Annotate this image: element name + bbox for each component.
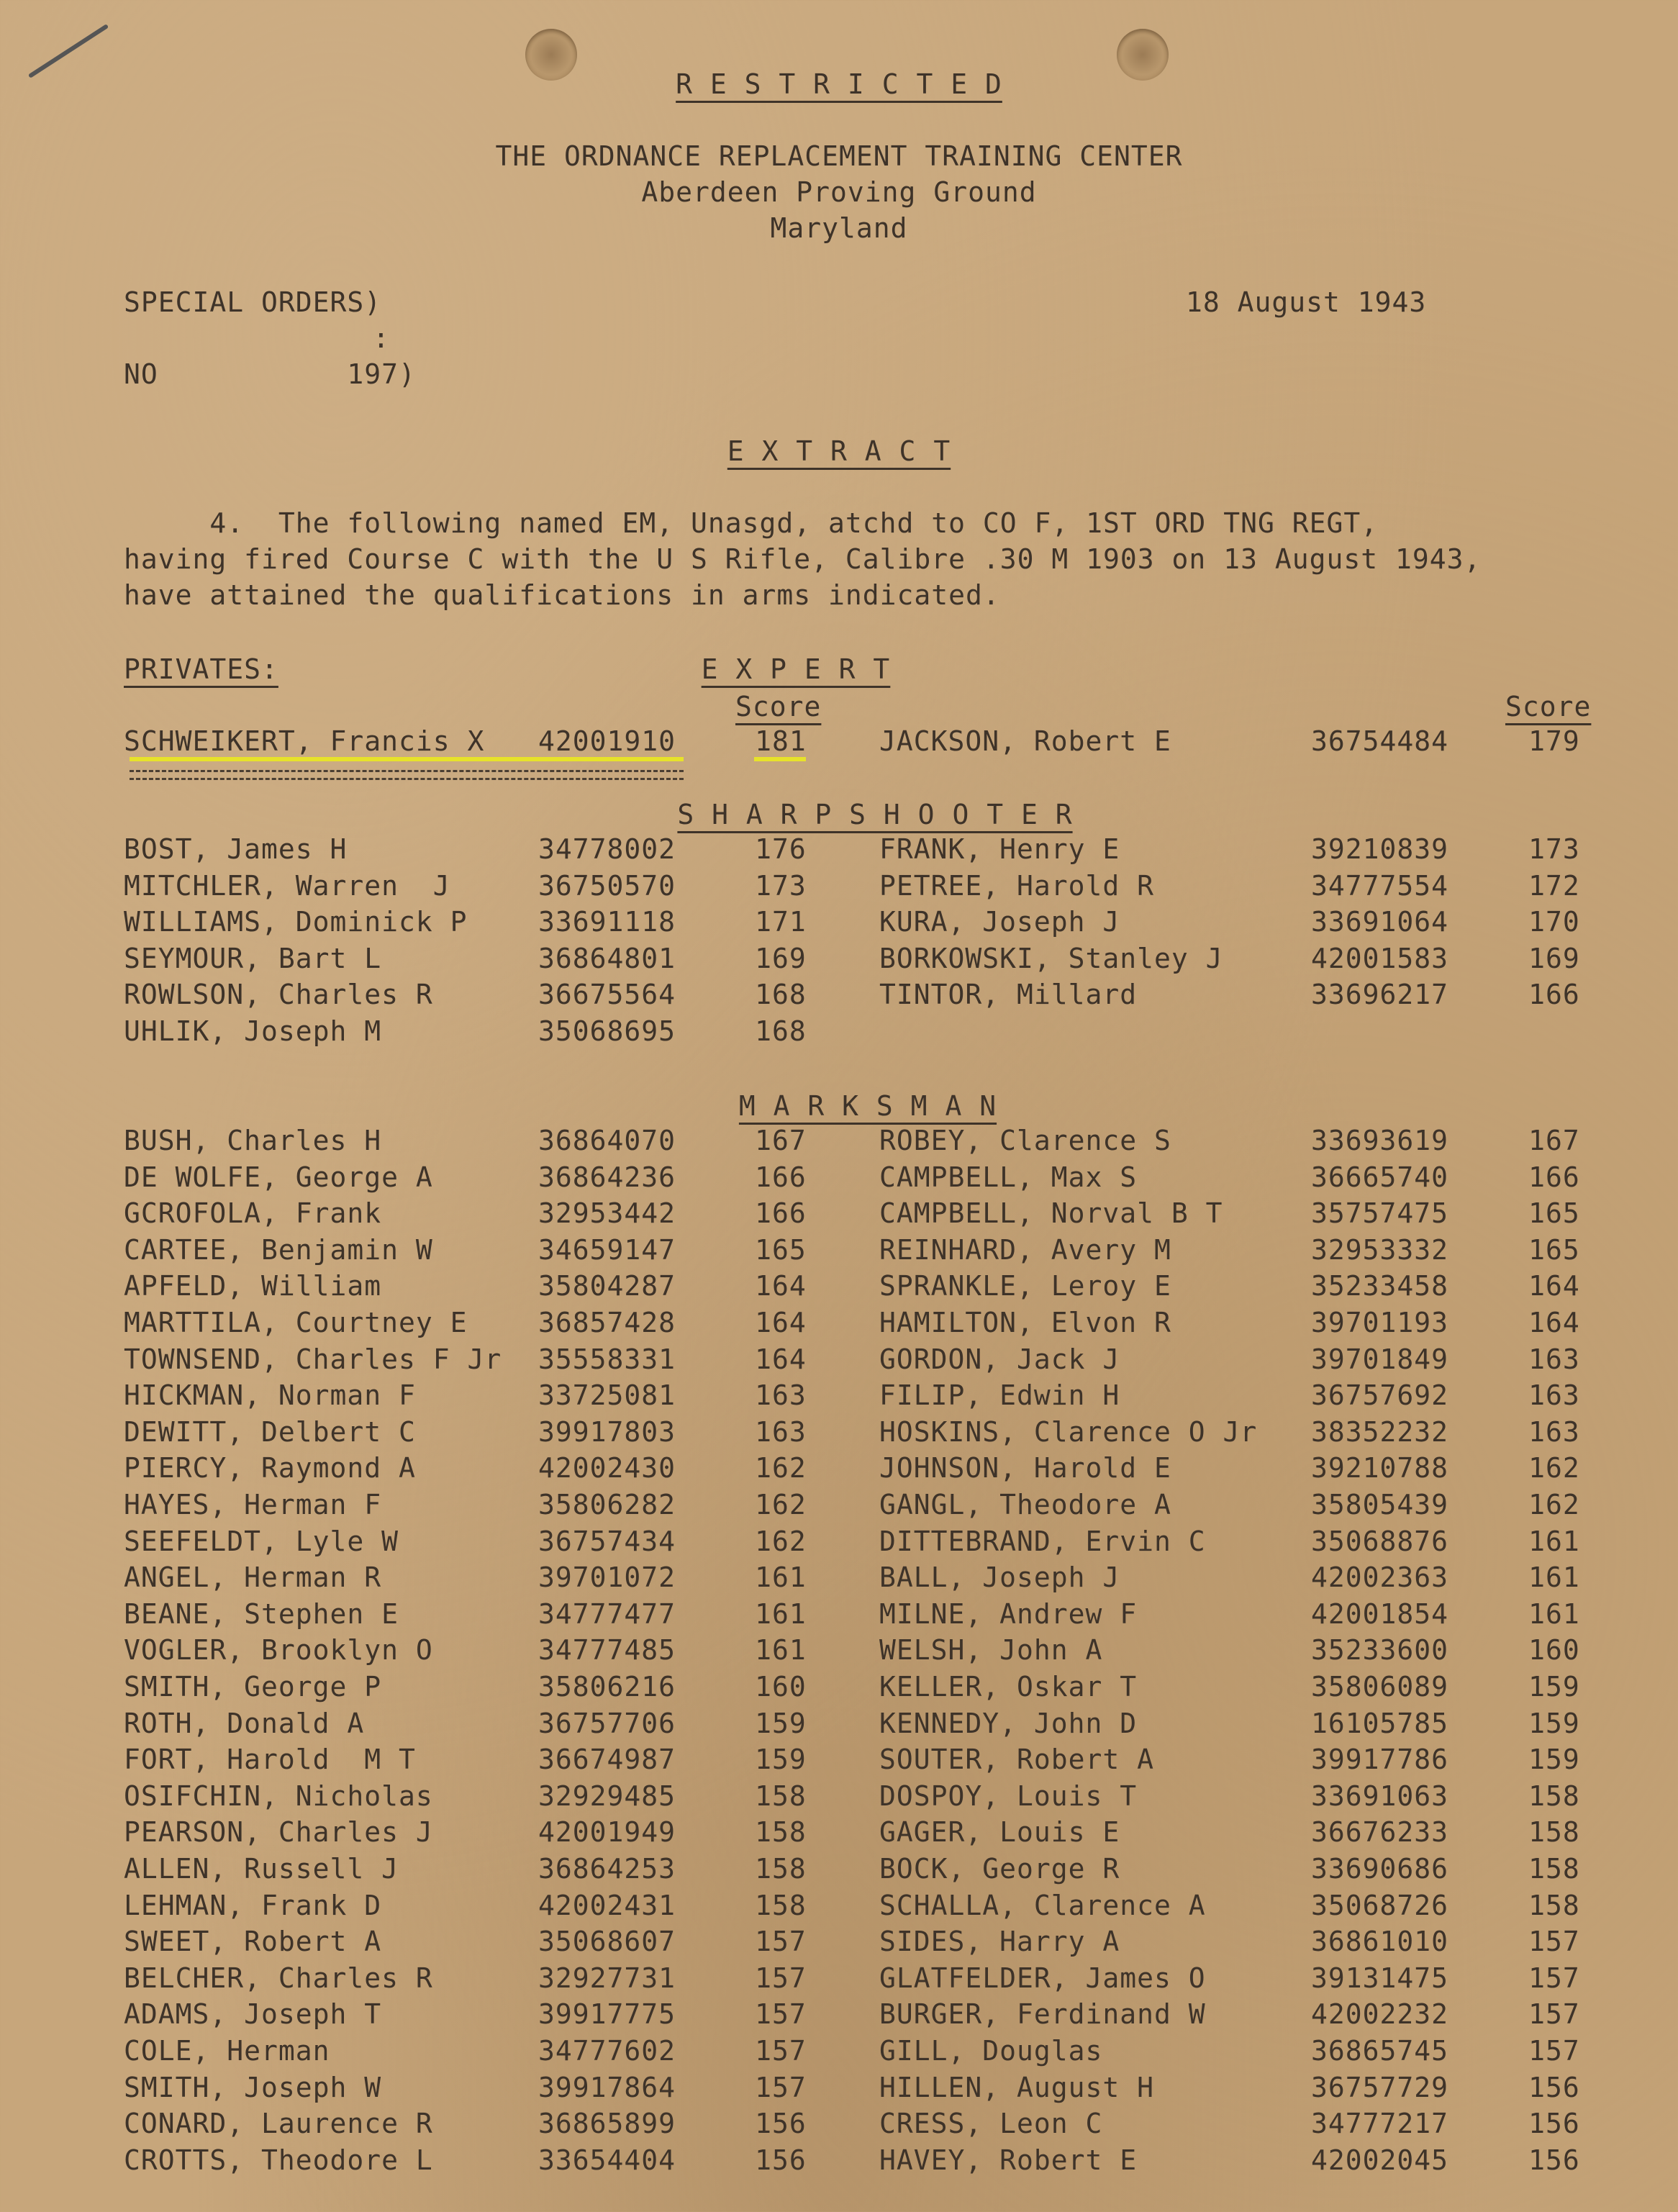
name-right: KURA, Joseph J xyxy=(879,906,1120,938)
score-right: 156 xyxy=(1528,2071,1580,2103)
name-left: ALLEN, Russell J xyxy=(124,1853,399,1885)
name-left: BELCHER, Charles R xyxy=(124,1962,433,1994)
table-row xyxy=(0,1816,1678,1852)
score-header-right: Score xyxy=(1505,691,1592,722)
name-left: MARTTILA, Courtney E xyxy=(124,1307,468,1338)
name-right: JOHNSON, Harold E xyxy=(879,1452,1171,1485)
score-left: 159 xyxy=(755,1707,807,1739)
name-right: SIDES, Harry A xyxy=(879,1926,1120,1958)
name-left: FORT, Harold M T xyxy=(124,1744,416,1776)
name-left: SMITH, Joseph W xyxy=(124,2071,382,2103)
table-row xyxy=(0,1634,1678,1670)
name-left: MITCHLER, Warren J xyxy=(124,869,450,902)
score-right: 159 xyxy=(1528,1707,1580,1739)
serial-right: 35806089 xyxy=(1311,1671,1449,1703)
serial-right: 35068876 xyxy=(1311,1525,1449,1557)
name-right: GORDON, Jack J xyxy=(879,1343,1120,1375)
score-right: 179 xyxy=(1528,725,1580,757)
score-right: 159 xyxy=(1528,1744,1580,1776)
name-left: COLE, Herman xyxy=(124,2035,330,2067)
score-right: 162 xyxy=(1528,1452,1580,1485)
org-location: Aberdeen Proving Ground xyxy=(641,176,1037,208)
score-left: 157 xyxy=(755,1998,807,2031)
name-right: BOCK, George R xyxy=(879,1853,1120,1885)
special-orders-label: SPECIAL ORDERS) xyxy=(124,286,382,318)
score-right: 169 xyxy=(1528,942,1580,974)
serial-left: 42002431 xyxy=(538,1889,676,1921)
table-row xyxy=(0,1452,1678,1488)
name-right: CAMPBELL, Norval B T xyxy=(879,1197,1223,1230)
table-row xyxy=(0,1780,1678,1816)
name-left: ADAMS, Joseph T xyxy=(124,1998,382,2031)
serial-left: 36674987 xyxy=(538,1744,676,1776)
name-right: SCHALLA, Clarence A xyxy=(879,1889,1206,1921)
score-right: 164 xyxy=(1528,1307,1580,1338)
score-left: 161 xyxy=(755,1597,807,1630)
score-left: 181 xyxy=(755,725,807,757)
serial-right: 35233600 xyxy=(1311,1634,1449,1667)
name-right: BORKOWSKI, Stanley J xyxy=(879,942,1223,974)
table-row xyxy=(0,1962,1678,1998)
serial-left: 32953442 xyxy=(538,1197,676,1230)
score-left: 168 xyxy=(755,1015,807,1047)
score-left: 157 xyxy=(755,1962,807,1994)
serial-right: 35233458 xyxy=(1311,1270,1449,1302)
serial-right: 36861010 xyxy=(1311,1926,1449,1958)
serial-left: 35804287 xyxy=(538,1270,676,1302)
score-left: 162 xyxy=(755,1452,807,1485)
name-left: SEYMOUR, Bart L xyxy=(124,942,382,974)
table-row xyxy=(0,1598,1678,1634)
table-row xyxy=(0,1234,1678,1270)
serial-left: 35806282 xyxy=(538,1489,676,1520)
serial-right: 16105785 xyxy=(1311,1707,1449,1739)
name-right: WELSH, John A xyxy=(879,1634,1103,1667)
score-right: 165 xyxy=(1528,1233,1580,1266)
score-left: 162 xyxy=(755,1525,807,1557)
score-left: 158 xyxy=(755,1889,807,1921)
name-right: BURGER, Ferdinand W xyxy=(879,1998,1206,2031)
score-right: 172 xyxy=(1528,869,1580,902)
serial-left: 42001910 xyxy=(538,725,676,757)
serial-right: 39131475 xyxy=(1311,1962,1449,1994)
name-left: OSIFCHIN, Nicholas xyxy=(124,1780,433,1812)
score-left: 164 xyxy=(755,1307,807,1338)
strike-lines xyxy=(130,770,684,780)
score-left: 159 xyxy=(755,1744,807,1776)
table-row xyxy=(0,833,1678,869)
expert-title: E X P E R T xyxy=(701,653,891,685)
serial-left: 39917775 xyxy=(538,1998,676,2031)
score-left: 171 xyxy=(755,906,807,938)
name-right: PETREE, Harold R xyxy=(879,869,1155,902)
score-right: 164 xyxy=(1528,1270,1580,1302)
name-right: CRESS, Leon C xyxy=(879,2108,1103,2140)
orders-colon: : xyxy=(373,322,390,354)
score-right: 162 xyxy=(1528,1489,1580,1520)
score-left: 156 xyxy=(755,2108,807,2140)
name-right: REINHARD, Avery M xyxy=(879,1233,1171,1266)
table-row xyxy=(0,1125,1678,1161)
score-left: 164 xyxy=(755,1343,807,1375)
table-row xyxy=(0,1379,1678,1415)
score-right: 170 xyxy=(1528,906,1580,938)
extract-title: E X T R A C T xyxy=(727,435,951,467)
score-right: 158 xyxy=(1528,1889,1580,1921)
serial-right: 35757475 xyxy=(1311,1197,1449,1230)
serial-left: 36857428 xyxy=(538,1307,676,1338)
serial-right: 39210839 xyxy=(1311,833,1449,865)
serial-left: 34777602 xyxy=(538,2035,676,2067)
name-left: ROWLSON, Charles R xyxy=(124,979,433,1010)
score-right: 167 xyxy=(1528,1125,1580,1156)
name-right: ROBEY, Clarence S xyxy=(879,1125,1171,1156)
table-row xyxy=(0,1744,1678,1780)
serial-right: 39917786 xyxy=(1311,1744,1449,1776)
sharpshooter-title: S H A R P S H O O T E R xyxy=(677,799,1073,830)
serial-left: 36864236 xyxy=(538,1161,676,1193)
name-left: PEARSON, Charles J xyxy=(124,1816,433,1849)
serial-left: 39917803 xyxy=(538,1415,676,1448)
serial-left: 36864253 xyxy=(538,1853,676,1885)
name-right: KELLER, Oskar T xyxy=(879,1671,1138,1703)
name-left: CROTTS, Theodore L xyxy=(124,2144,433,2176)
name-right: DITTEBRAND, Ervin C xyxy=(879,1525,1206,1557)
score-right: 173 xyxy=(1528,833,1580,865)
name-right: HAVEY, Robert E xyxy=(879,2144,1138,2176)
serial-right: 39701193 xyxy=(1311,1307,1449,1338)
name-right: DOSPOY, Louis T xyxy=(879,1780,1138,1812)
score-left: 158 xyxy=(755,1853,807,1885)
serial-right: 36757692 xyxy=(1311,1379,1449,1412)
table-row xyxy=(0,725,1678,761)
score-left: 157 xyxy=(755,2071,807,2103)
table-row xyxy=(0,1197,1678,1233)
table-row xyxy=(0,1890,1678,1926)
serial-right: 42001854 xyxy=(1311,1597,1449,1630)
table-row xyxy=(0,1270,1678,1306)
serial-left: 32927731 xyxy=(538,1962,676,1994)
name-left: BUSH, Charles H xyxy=(124,1125,382,1156)
table-row xyxy=(0,1489,1678,1525)
name-right: HILLEN, August H xyxy=(879,2071,1155,2103)
score-right: 158 xyxy=(1528,1816,1580,1849)
serial-left: 36757706 xyxy=(538,1707,676,1739)
name-right: FRANK, Henry E xyxy=(879,833,1120,865)
name-right: BALL, Joseph J xyxy=(879,1561,1120,1594)
paragraph-line-1: 4. The following named EM, Unasgd, atchd to CO F, 1ST ORD TNG REGT, xyxy=(124,507,1379,539)
name-left: WILLIAMS, Dominick P xyxy=(124,906,468,938)
marksman-title: M A R K S M A N xyxy=(738,1090,997,1122)
serial-left: 34659147 xyxy=(538,1233,676,1266)
serial-left: 36757434 xyxy=(538,1525,676,1557)
name-left: SCHWEIKERT, Francis X xyxy=(124,725,485,757)
table-row xyxy=(0,1307,1678,1343)
table-row xyxy=(0,1416,1678,1452)
name-left: HICKMAN, Norman F xyxy=(124,1379,416,1412)
serial-left: 33725081 xyxy=(538,1379,676,1412)
name-left: ROTH, Donald A xyxy=(124,1707,365,1739)
score-left: 158 xyxy=(755,1816,807,1849)
serial-left: 34777485 xyxy=(538,1634,676,1667)
score-left: 173 xyxy=(755,869,807,902)
score-right: 163 xyxy=(1528,1343,1580,1375)
table-row xyxy=(0,2035,1678,2071)
table-row xyxy=(0,1015,1678,1051)
score-left: 176 xyxy=(755,833,807,865)
table-row xyxy=(0,979,1678,1015)
name-right: FILIP, Edwin H xyxy=(879,1379,1120,1412)
order-date: 18 August 1943 xyxy=(1186,286,1427,318)
name-right: SPRANKLE, Leroy E xyxy=(879,1270,1171,1302)
org-name: THE ORDNANCE REPLACEMENT TRAINING CENTER xyxy=(495,140,1183,172)
table-row xyxy=(0,1161,1678,1197)
serial-right: 42001583 xyxy=(1311,942,1449,974)
score-left: 161 xyxy=(755,1561,807,1594)
table-row xyxy=(0,1708,1678,1744)
name-right: GLATFELDER, James O xyxy=(879,1962,1206,1994)
serial-left: 39701072 xyxy=(538,1561,676,1594)
serial-right: 33691064 xyxy=(1311,906,1449,938)
serial-right: 33693619 xyxy=(1311,1125,1449,1156)
serial-right: 36676233 xyxy=(1311,1816,1449,1849)
serial-right: 36865745 xyxy=(1311,2035,1449,2067)
serial-right: 39210788 xyxy=(1311,1452,1449,1485)
serial-right: 42002045 xyxy=(1311,2144,1449,2176)
table-row xyxy=(0,943,1678,979)
name-right: KENNEDY, John D xyxy=(879,1707,1138,1739)
score-left: 167 xyxy=(755,1125,807,1156)
score-right: 156 xyxy=(1528,2144,1580,2176)
name-right: TINTOR, Millard xyxy=(879,979,1138,1010)
name-left: SMITH, George P xyxy=(124,1671,382,1703)
name-left: APFELD, William xyxy=(124,1270,382,1302)
table-row xyxy=(0,2144,1678,2180)
score-left: 161 xyxy=(755,1634,807,1667)
name-left: DEWITT, Delbert C xyxy=(124,1415,416,1448)
serial-right: 33691063 xyxy=(1311,1780,1449,1812)
name-left: VOGLER, Brooklyn O xyxy=(124,1634,433,1667)
order-number: NO 197) xyxy=(124,358,416,390)
score-right: 160 xyxy=(1528,1634,1580,1667)
table-row xyxy=(0,1998,1678,2034)
score-left: 162 xyxy=(755,1489,807,1520)
org-state: Maryland xyxy=(770,212,908,244)
serial-left: 34777477 xyxy=(538,1597,676,1630)
serial-right: 32953332 xyxy=(1311,1233,1449,1266)
serial-right: 36754484 xyxy=(1311,725,1449,757)
score-left: 168 xyxy=(755,979,807,1010)
score-right: 157 xyxy=(1528,1998,1580,2031)
name-left: TOWNSEND, Charles F Jr xyxy=(124,1343,502,1375)
serial-right: 33696217 xyxy=(1311,979,1449,1010)
score-left: 163 xyxy=(755,1415,807,1448)
score-right: 159 xyxy=(1528,1671,1580,1703)
serial-left: 36750570 xyxy=(538,869,676,902)
score-right: 163 xyxy=(1528,1379,1580,1412)
serial-left: 36864070 xyxy=(538,1125,676,1156)
score-left: 169 xyxy=(755,942,807,974)
highlight-score xyxy=(754,757,806,761)
serial-left: 34778002 xyxy=(538,833,676,865)
serial-right: 33690686 xyxy=(1311,1853,1449,1885)
score-right: 165 xyxy=(1528,1197,1580,1230)
score-right: 166 xyxy=(1528,1161,1580,1193)
name-right: HAMILTON, Elvon R xyxy=(879,1307,1171,1338)
serial-left: 33691118 xyxy=(538,906,676,938)
serial-right: 34777554 xyxy=(1311,869,1449,902)
serial-right: 42002232 xyxy=(1311,1998,1449,2031)
name-left: BEANE, Stephen E xyxy=(124,1597,399,1630)
name-left: HAYES, Herman F xyxy=(124,1489,382,1520)
serial-left: 36864801 xyxy=(538,942,676,974)
serial-left: 36865899 xyxy=(538,2108,676,2140)
table-row xyxy=(0,1671,1678,1707)
score-left: 157 xyxy=(755,2035,807,2067)
score-right: 163 xyxy=(1528,1415,1580,1448)
name-left: ANGEL, Herman R xyxy=(124,1561,382,1594)
table-row xyxy=(0,1343,1678,1379)
score-left: 165 xyxy=(755,1233,807,1266)
serial-left: 42002430 xyxy=(538,1452,676,1485)
table-row xyxy=(0,1526,1678,1561)
table-row xyxy=(0,2072,1678,2108)
serial-left: 36675564 xyxy=(538,979,676,1010)
serial-left: 33654404 xyxy=(538,2144,676,2176)
score-left: 156 xyxy=(755,2144,807,2176)
table-row xyxy=(0,1561,1678,1597)
name-left: GCROFOLA, Frank xyxy=(124,1197,382,1230)
serial-right: 38352232 xyxy=(1311,1415,1449,1448)
table-row xyxy=(0,906,1678,942)
score-left: 160 xyxy=(755,1671,807,1703)
paragraph-line-2: having fired Course C with the U S Rifle, Calibre .30 M 1903 on 13 August 1943, xyxy=(124,543,1482,575)
name-right: MILNE, Andrew F xyxy=(879,1597,1138,1630)
table-row xyxy=(0,870,1678,906)
serial-left: 35806216 xyxy=(538,1671,676,1703)
score-left: 163 xyxy=(755,1379,807,1412)
serial-left: 39917864 xyxy=(538,2071,676,2103)
name-left: PIERCY, Raymond A xyxy=(124,1452,416,1485)
paragraph-line-3: have attained the qualifications in arms indicated. xyxy=(124,579,1000,611)
classification-marking: R E S T R I C T E D xyxy=(676,68,1002,100)
score-left: 157 xyxy=(755,1926,807,1958)
serial-right: 35068726 xyxy=(1311,1889,1449,1921)
name-right: GANGL, Theodore A xyxy=(879,1489,1171,1520)
serial-left: 35558331 xyxy=(538,1343,676,1375)
serial-right: 34777217 xyxy=(1311,2108,1449,2140)
name-left: CARTEE, Benjamin W xyxy=(124,1233,433,1266)
name-right: HOSKINS, Clarence O Jr xyxy=(879,1415,1258,1448)
score-left: 166 xyxy=(755,1197,807,1230)
name-left: CONARD, Laurence R xyxy=(124,2108,433,2140)
name-left: UHLIK, Joseph M xyxy=(124,1015,382,1047)
table-row xyxy=(0,1926,1678,1962)
serial-left: 42001949 xyxy=(538,1816,676,1849)
score-left: 164 xyxy=(755,1270,807,1302)
name-right: JACKSON, Robert E xyxy=(879,725,1171,757)
name-left: LEHMAN, Frank D xyxy=(124,1889,382,1921)
name-left: DE WOLFE, George A xyxy=(124,1161,433,1193)
name-left: BOST, James H xyxy=(124,833,348,865)
serial-right: 42002363 xyxy=(1311,1561,1449,1594)
privates-label: PRIVATES: xyxy=(124,653,278,685)
serial-right: 39701849 xyxy=(1311,1343,1449,1375)
score-right: 156 xyxy=(1528,2108,1580,2140)
score-right: 157 xyxy=(1528,1926,1580,1958)
serial-right: 35805439 xyxy=(1311,1489,1449,1520)
score-header-left: Score xyxy=(735,691,822,722)
name-right: SOUTER, Robert A xyxy=(879,1744,1155,1776)
score-right: 158 xyxy=(1528,1780,1580,1812)
score-right: 158 xyxy=(1528,1853,1580,1885)
name-right: GAGER, Louis E xyxy=(879,1816,1120,1849)
name-right: GILL, Douglas xyxy=(879,2035,1103,2067)
table-row xyxy=(0,1853,1678,1889)
score-right: 161 xyxy=(1528,1561,1580,1594)
score-right: 161 xyxy=(1528,1525,1580,1557)
name-left: SWEET, Robert A xyxy=(124,1926,382,1958)
score-left: 158 xyxy=(755,1780,807,1812)
name-right: CAMPBELL, Max S xyxy=(879,1161,1138,1193)
score-left: 166 xyxy=(755,1161,807,1193)
table-row xyxy=(0,2108,1678,2144)
serial-left: 35068607 xyxy=(538,1926,676,1958)
serial-left: 35068695 xyxy=(538,1015,676,1047)
name-left: SEEFELDT, Lyle W xyxy=(124,1525,399,1557)
serial-right: 36757729 xyxy=(1311,2071,1449,2103)
score-right: 166 xyxy=(1528,979,1580,1010)
score-right: 157 xyxy=(1528,2035,1580,2067)
serial-left: 32929485 xyxy=(538,1780,676,1812)
highlight-name xyxy=(130,757,684,761)
serial-right: 36665740 xyxy=(1311,1161,1449,1193)
score-right: 157 xyxy=(1528,1962,1580,1994)
score-right: 161 xyxy=(1528,1597,1580,1630)
